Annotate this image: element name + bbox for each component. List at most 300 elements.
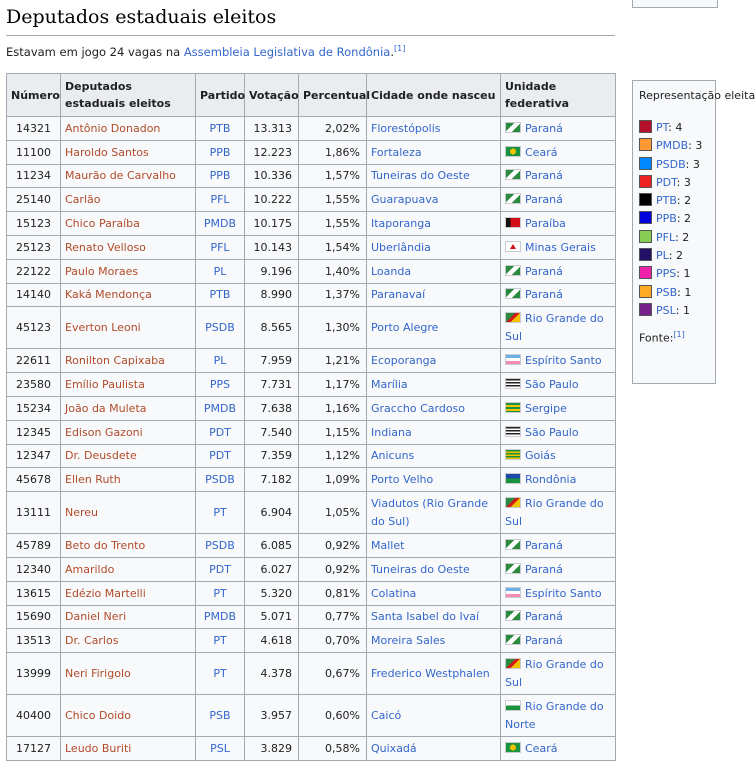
table-row xyxy=(7,629,616,653)
party-color-swatch xyxy=(639,211,652,224)
legend-count: : 2 xyxy=(668,249,683,263)
deputado-link[interactable]: Emílio Paulista xyxy=(65,378,145,392)
deputado-link[interactable]: Ellen Ruth xyxy=(65,473,121,487)
partido-link[interactable]: PSDB xyxy=(205,539,235,553)
assembleia-link[interactable]: Assembleia Legislativa de Rondônia xyxy=(183,44,391,59)
cell-uf xyxy=(501,164,616,188)
party-color-swatch xyxy=(639,248,652,261)
cell-partido xyxy=(196,653,245,695)
legend-count: : 2 xyxy=(675,230,690,244)
cell-partido xyxy=(196,164,245,188)
deputado-link[interactable]: Edison Gazoni xyxy=(65,425,143,439)
partido-link[interactable]: PSL xyxy=(210,742,230,756)
uf-link[interactable]: Paraná xyxy=(525,264,563,278)
cell-partido xyxy=(196,235,245,259)
partido-link[interactable]: PPB xyxy=(209,145,231,159)
cell-cidade xyxy=(367,373,501,397)
uf-link[interactable]: Paraná xyxy=(525,539,563,553)
uf-link[interactable]: Rio Grande do Sul xyxy=(505,311,604,343)
partido-link[interactable]: PSDB xyxy=(205,320,235,334)
cell-cidade xyxy=(367,534,501,558)
cell-partido xyxy=(196,444,245,468)
cell-deputado xyxy=(61,396,196,420)
cell-deputado xyxy=(61,164,196,188)
cidade-link[interactable]: Porto Velho xyxy=(371,473,434,487)
partido-link[interactable]: PPB xyxy=(209,169,231,183)
flag-rs-icon[interactable] xyxy=(505,497,521,508)
deputado-link[interactable]: João da Muleta xyxy=(65,401,147,415)
cell-votacao: 10.175 xyxy=(245,212,299,236)
deputado-link[interactable]: Carlão xyxy=(65,193,101,207)
cell-deputado xyxy=(61,283,196,307)
flag-sp-icon[interactable] xyxy=(505,378,521,389)
cell-votacao: 10.143 xyxy=(245,235,299,259)
section-heading: Deputados estaduais eleitos xyxy=(6,6,277,28)
cell-numero: 11234 xyxy=(7,164,61,188)
cell-votacao: 4.618 xyxy=(245,629,299,653)
table-row xyxy=(7,117,616,141)
flag-es-icon[interactable] xyxy=(505,587,521,598)
partido-link[interactable]: PSDB xyxy=(205,473,235,487)
cell-votacao: 7.182 xyxy=(245,468,299,492)
legend-party-link[interactable]: PT xyxy=(656,121,669,134)
legend-party-link[interactable]: PMDB xyxy=(656,139,689,153)
partido-link[interactable]: PL xyxy=(213,264,227,278)
cell-votacao: 10.222 xyxy=(245,188,299,212)
cell-numero: 23580 xyxy=(7,373,61,397)
cidade-link[interactable]: Anicuns xyxy=(371,449,415,463)
flag-parana-icon[interactable] xyxy=(505,122,521,133)
deputado-link[interactable]: Beto do Trento xyxy=(65,539,146,553)
cell-numero: 40400 xyxy=(7,695,61,737)
deputado-link[interactable]: Daniel Neri xyxy=(65,610,127,624)
uf-link[interactable]: Paraná xyxy=(525,288,563,302)
cell-deputado xyxy=(61,605,196,629)
deputado-link[interactable]: Amarildo xyxy=(65,562,115,576)
header-cidade: Cidade onde nasceu xyxy=(367,74,501,117)
uf-link[interactable]: São Paulo xyxy=(525,425,579,439)
flag-ceara-icon[interactable] xyxy=(505,742,521,753)
previous-infobox-edge xyxy=(632,0,718,8)
legend-party-link[interactable]: PL xyxy=(656,249,669,263)
cell-votacao: 7.959 xyxy=(245,349,299,373)
uf-link[interactable]: Rio Grande do Norte xyxy=(505,699,604,731)
partido-link[interactable]: PT xyxy=(213,505,227,519)
cell-uf xyxy=(501,653,616,695)
table-row xyxy=(7,420,616,444)
legend-count: : 3 xyxy=(685,157,700,171)
header-deputados: Deputados estaduais eleitos xyxy=(61,74,196,117)
flag-parana-icon[interactable] xyxy=(505,169,521,180)
flag-parana-icon[interactable] xyxy=(505,563,521,574)
cell-cidade xyxy=(367,164,501,188)
uf-link[interactable]: Paraná xyxy=(525,562,563,576)
cidade-link[interactable]: Mallet xyxy=(371,539,405,553)
cell-numero: 45123 xyxy=(7,307,61,349)
header-partido: Partido xyxy=(196,74,245,117)
legend-party-link[interactable]: PSL xyxy=(656,303,676,317)
deputado-link[interactable]: Nereu xyxy=(65,505,99,519)
legend-party-link[interactable]: PDT xyxy=(656,175,677,189)
table-row xyxy=(7,349,616,373)
cell-deputado xyxy=(61,557,196,581)
partido-link[interactable]: PDT xyxy=(209,562,231,576)
cell-deputado xyxy=(61,140,196,164)
partido-link[interactable]: PTB xyxy=(209,121,231,135)
legend-source xyxy=(639,330,709,345)
cell-uf xyxy=(501,605,616,629)
uf-link[interactable]: Paraná xyxy=(525,121,563,135)
flag-es-icon[interactable] xyxy=(505,354,521,365)
cell-numero: 11100 xyxy=(7,140,61,164)
legend-count: : 1 xyxy=(677,285,692,299)
cell-votacao: 7.638 xyxy=(245,396,299,420)
table-row xyxy=(7,605,616,629)
legend-count: : 1 xyxy=(676,267,691,281)
cell-percentual: 2,02% xyxy=(299,117,367,141)
partido-link[interactable]: PMDB xyxy=(203,217,237,231)
flag-parana-icon[interactable] xyxy=(505,634,521,645)
table-row xyxy=(7,737,616,761)
cell-cidade xyxy=(367,581,501,605)
legend-item xyxy=(639,156,709,174)
cell-uf xyxy=(501,581,616,605)
cidade-link[interactable]: Colatina xyxy=(371,586,417,600)
cell-cidade xyxy=(367,140,501,164)
table-row xyxy=(7,534,616,558)
flag-rn-icon[interactable] xyxy=(505,700,521,711)
deputado-link[interactable]: Paulo Moraes xyxy=(65,264,139,278)
uf-link[interactable]: Minas Gerais xyxy=(525,240,596,254)
cell-uf xyxy=(501,235,616,259)
cell-numero: 13615 xyxy=(7,581,61,605)
cell-percentual: 1,30% xyxy=(299,307,367,349)
deputado-link[interactable]: Kaká Mendonça xyxy=(65,288,152,302)
legend-party-link[interactable]: PPS xyxy=(656,267,677,281)
partido-link[interactable]: PL xyxy=(213,354,227,368)
flag-ceara-icon[interactable] xyxy=(505,146,521,157)
cell-partido xyxy=(196,737,245,761)
deputado-link[interactable]: Renato Velloso xyxy=(65,240,146,254)
deputado-link[interactable]: Neri Firigolo xyxy=(65,666,131,680)
partido-link[interactable]: PTB xyxy=(209,288,231,302)
cell-uf xyxy=(501,695,616,737)
cell-cidade xyxy=(367,212,501,236)
cell-partido xyxy=(196,117,245,141)
cell-votacao: 7.540 xyxy=(245,420,299,444)
cell-percentual: 1,17% xyxy=(299,373,367,397)
deputado-link[interactable]: Leudo Buriti xyxy=(65,742,132,756)
cell-percentual: 0,92% xyxy=(299,557,367,581)
cidade-link[interactable]: Ecoporanga xyxy=(371,354,437,368)
cell-percentual: 0,60% xyxy=(299,695,367,737)
party-color-swatch xyxy=(639,285,652,298)
flag-rondonia-icon[interactable] xyxy=(505,473,521,484)
uf-link[interactable]: Espírito Santo xyxy=(525,586,602,600)
party-color-swatch xyxy=(639,157,652,170)
cell-votacao: 5.071 xyxy=(245,605,299,629)
deputado-link[interactable]: Antônio Donadon xyxy=(65,121,161,135)
flag-parana-icon[interactable] xyxy=(505,539,521,550)
cell-deputado xyxy=(61,307,196,349)
cidade-link[interactable]: Marília xyxy=(371,378,408,392)
flag-goias-icon[interactable] xyxy=(505,449,521,460)
legend-count: : 2 xyxy=(676,194,692,208)
table-row xyxy=(7,396,616,420)
cell-percentual: 1,05% xyxy=(299,492,367,534)
cell-partido xyxy=(196,307,245,349)
legend-item xyxy=(639,229,709,247)
cell-partido xyxy=(196,373,245,397)
deputado-link[interactable]: Dr. Carlos xyxy=(65,634,119,648)
table-body xyxy=(7,117,616,761)
deputado-link[interactable]: Haroldo Santos xyxy=(65,145,149,159)
cell-cidade xyxy=(367,349,501,373)
cell-cidade xyxy=(367,492,501,534)
partido-link[interactable]: PFL xyxy=(210,193,230,207)
cell-votacao: 7.359 xyxy=(245,444,299,468)
partido-link[interactable]: PDT xyxy=(209,449,231,463)
cell-deputado xyxy=(61,444,196,468)
cell-percentual: 1,40% xyxy=(299,259,367,283)
flag-sergipe-icon[interactable] xyxy=(505,402,521,413)
cell-numero: 13513 xyxy=(7,629,61,653)
deputado-link[interactable]: Chico Doido xyxy=(65,708,131,722)
cidade-link[interactable]: Viadutos (Rio Grande do Sul) xyxy=(371,496,489,528)
table-row xyxy=(7,283,616,307)
legend-item xyxy=(639,265,709,283)
cell-numero: 12345 xyxy=(7,420,61,444)
cell-numero: 12340 xyxy=(7,557,61,581)
cell-cidade xyxy=(367,396,501,420)
partido-link[interactable]: PFL xyxy=(210,240,230,254)
cell-percentual: 1,37% xyxy=(299,283,367,307)
cell-numero: 45789 xyxy=(7,534,61,558)
uf-link[interactable]: Paraná xyxy=(525,169,563,183)
cell-percentual: 1,86% xyxy=(299,140,367,164)
partido-link[interactable]: PSB xyxy=(209,708,231,722)
cell-uf xyxy=(501,307,616,349)
cell-cidade xyxy=(367,557,501,581)
cell-partido xyxy=(196,695,245,737)
legend-item xyxy=(639,302,709,320)
cell-deputado xyxy=(61,117,196,141)
deputado-link[interactable]: Dr. Deusdete xyxy=(65,449,137,463)
legend-count: : 4 xyxy=(668,121,683,134)
cell-percentual: 1,15% xyxy=(299,420,367,444)
legend-count: : 3 xyxy=(676,175,691,189)
uf-link[interactable]: Rondônia xyxy=(525,473,577,487)
legend-title: Representação eleita xyxy=(639,89,755,102)
legend-party-link[interactable]: PFL xyxy=(656,230,676,244)
cell-partido xyxy=(196,557,245,581)
legend-item xyxy=(639,210,709,228)
cell-cidade xyxy=(367,468,501,492)
legend-item xyxy=(639,174,709,192)
cell-uf xyxy=(501,140,616,164)
uf-link[interactable]: Espírito Santo xyxy=(525,354,602,368)
representation-legend xyxy=(632,80,755,384)
deputado-link[interactable]: Everton Leoni xyxy=(65,320,141,334)
cell-uf xyxy=(501,188,616,212)
cell-partido xyxy=(196,605,245,629)
cidade-link[interactable]: Itaporanga xyxy=(371,217,431,231)
flag-parana-icon[interactable] xyxy=(505,265,521,276)
cell-percentual: 0,81% xyxy=(299,581,367,605)
cell-percentual: 0,92% xyxy=(299,534,367,558)
cell-numero: 22122 xyxy=(7,259,61,283)
cell-cidade xyxy=(367,737,501,761)
table-row xyxy=(7,373,616,397)
cell-numero: 13111 xyxy=(7,492,61,534)
cell-votacao: 6.904 xyxy=(245,492,299,534)
cell-numero: 17127 xyxy=(7,737,61,761)
cidade-link[interactable]: Graccho Cardoso xyxy=(371,401,466,415)
cell-partido xyxy=(196,492,245,534)
uf-link[interactable]: Ceará xyxy=(525,742,558,756)
uf-link[interactable]: Paraíba xyxy=(525,217,566,231)
partido-link[interactable]: PMDB xyxy=(203,401,237,415)
partido-link[interactable]: PT xyxy=(213,666,227,680)
partido-link[interactable]: PT xyxy=(213,634,227,648)
intro-text: Estavam em jogo 24 vagas na xyxy=(6,44,181,59)
partido-link[interactable]: PMDB xyxy=(203,610,237,624)
cidade-link[interactable]: Fortaleza xyxy=(371,145,422,159)
table-row xyxy=(7,653,616,695)
cell-votacao: 13.313 xyxy=(245,117,299,141)
legend-count: : 2 xyxy=(676,212,692,226)
cell-cidade xyxy=(367,307,501,349)
cidade-link[interactable]: Florestópolis xyxy=(371,121,441,135)
header-uf: Unidade federativa xyxy=(501,74,616,117)
deputado-link[interactable]: Ronilton Capixaba xyxy=(65,354,165,368)
legend-party-link[interactable]: PSDB xyxy=(656,157,686,171)
cidade-link[interactable]: Loanda xyxy=(371,264,412,278)
cell-votacao: 3.957 xyxy=(245,695,299,737)
flag-rs-icon[interactable] xyxy=(505,658,521,669)
cell-percentual: 0,67% xyxy=(299,653,367,695)
cidade-link[interactable]: Indiana xyxy=(371,425,412,439)
uf-link[interactable]: Paraná xyxy=(525,634,563,648)
cell-numero: 14140 xyxy=(7,283,61,307)
cell-partido xyxy=(196,396,245,420)
cell-percentual: 1,21% xyxy=(299,349,367,373)
cidade-link[interactable]: Caicó xyxy=(371,708,402,722)
partido-link[interactable]: PDT xyxy=(209,425,231,439)
cidade-link[interactable]: Frederico Westphalen xyxy=(371,666,490,680)
cell-percentual: 0,77% xyxy=(299,605,367,629)
party-color-swatch xyxy=(639,193,652,206)
cidade-link[interactable]: Porto Alegre xyxy=(371,320,439,334)
legend-source-reference[interactable]: [1] xyxy=(673,330,685,340)
cell-partido xyxy=(196,468,245,492)
legend-item xyxy=(639,137,709,155)
header-percentual: Percentual xyxy=(299,74,367,117)
cell-percentual: 1,57% xyxy=(299,164,367,188)
cell-cidade xyxy=(367,605,501,629)
party-color-swatch xyxy=(639,266,652,279)
cell-uf xyxy=(501,492,616,534)
flag-parana-icon[interactable] xyxy=(505,288,521,299)
cidade-link[interactable]: Tuneiras do Oeste xyxy=(371,169,470,183)
cell-percentual: 1,54% xyxy=(299,235,367,259)
cell-deputado xyxy=(61,235,196,259)
cell-uf xyxy=(501,420,616,444)
cell-numero: 15123 xyxy=(7,212,61,236)
legend-party-link[interactable]: PPB xyxy=(656,212,677,226)
intro-reference[interactable]: [1] xyxy=(393,44,406,53)
cell-numero: 13999 xyxy=(7,653,61,695)
flag-paraiba-icon[interactable] xyxy=(505,217,521,228)
flag-minas-icon[interactable] xyxy=(505,241,521,252)
deputado-link[interactable]: Edézio Martelli xyxy=(65,586,146,600)
cell-numero: 22611 xyxy=(7,349,61,373)
legend-count: : 3 xyxy=(688,139,703,153)
cell-deputado xyxy=(61,349,196,373)
cell-deputado xyxy=(61,373,196,397)
uf-link[interactable]: Sergipe xyxy=(525,401,567,415)
cell-partido xyxy=(196,629,245,653)
uf-link[interactable]: Paraná xyxy=(525,193,563,207)
legend-party-link[interactable]: PSB xyxy=(656,285,678,299)
cell-partido xyxy=(196,581,245,605)
cidade-link[interactable]: Paranavaí xyxy=(371,288,426,302)
flag-rs-icon[interactable] xyxy=(505,312,521,323)
legend-items xyxy=(639,119,709,320)
legend-party-link[interactable]: PTB xyxy=(656,194,677,208)
deputado-link[interactable]: Maurão de Carvalho xyxy=(65,169,176,183)
table-row xyxy=(7,307,616,349)
cell-uf xyxy=(501,212,616,236)
cidade-link[interactable]: Quixadá xyxy=(371,742,417,756)
uf-link[interactable]: Goiás xyxy=(525,449,556,463)
party-color-swatch xyxy=(639,303,652,316)
cidade-link[interactable]: Uberlândia xyxy=(371,240,431,254)
intro-end: . xyxy=(390,44,394,59)
partido-link[interactable]: PPS xyxy=(209,378,231,392)
cell-percentual: 1,09% xyxy=(299,468,367,492)
cidade-link[interactable]: Tuneiras do Oeste xyxy=(371,562,470,576)
uf-link[interactable]: Paraná xyxy=(525,610,563,624)
cell-cidade xyxy=(367,629,501,653)
cell-deputado xyxy=(61,737,196,761)
uf-link[interactable]: Rio Grande do Sul xyxy=(505,657,604,689)
uf-link[interactable]: Ceará xyxy=(525,145,558,159)
party-color-swatch xyxy=(639,230,652,243)
cell-cidade xyxy=(367,188,501,212)
uf-link[interactable]: São Paulo xyxy=(525,378,579,392)
cell-numero: 14321 xyxy=(7,117,61,141)
cell-partido xyxy=(196,188,245,212)
partido-link[interactable]: PT xyxy=(213,586,227,600)
cidade-link[interactable]: Moreira Sales xyxy=(371,634,446,648)
deputado-link[interactable]: Chico Paraíba xyxy=(65,217,140,231)
flag-parana-icon[interactable] xyxy=(505,610,521,621)
cell-partido xyxy=(196,140,245,164)
flag-sp-icon[interactable] xyxy=(505,426,521,437)
uf-link[interactable]: Rio Grande do Sul xyxy=(505,496,604,528)
cell-cidade xyxy=(367,444,501,468)
cell-numero: 25140 xyxy=(7,188,61,212)
cidade-link[interactable]: Guarapuava xyxy=(371,193,439,207)
cell-partido xyxy=(196,420,245,444)
table-row xyxy=(7,695,616,737)
cell-cidade xyxy=(367,117,501,141)
flag-parana-icon[interactable] xyxy=(505,193,521,204)
cell-numero: 15234 xyxy=(7,396,61,420)
cell-deputado xyxy=(61,492,196,534)
cidade-link[interactable]: Santa Isabel do Ivaí xyxy=(371,610,480,624)
